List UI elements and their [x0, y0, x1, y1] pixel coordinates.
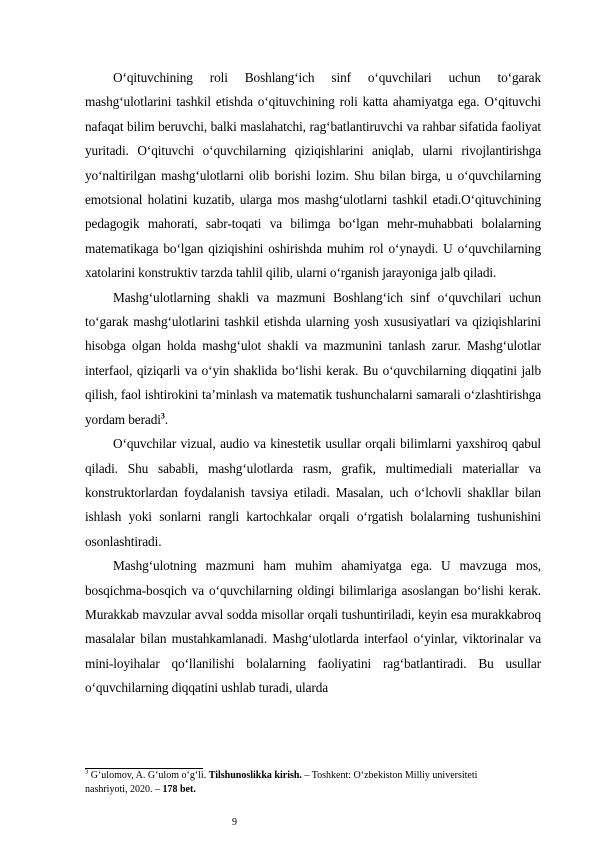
footnote-author: G‘ulomov, A. G‘ulom o‘g‘li.	[88, 770, 209, 781]
footnote-marker: 3	[85, 768, 89, 776]
footnote	[85, 769, 515, 796]
page-number: 9	[232, 817, 237, 828]
footnote-title: Tilshunoslikka kirish.	[208, 770, 302, 781]
paragraph-lesson-form	[85, 286, 541, 432]
paragraph-learning-styles: O‘quvchilar vizual, audio va kinestetik usullar orqali bilimlarni yaxshiroq qabul qiladi. Shu sababli, mashg‘ulotlarda rasm, grafik, multimediali materiallar va konstruktorlardan foydalanish tavsiya etiladi. Masalan, uch o‘lchovli shakllar bilan ishlash yoki sonlarni rangli kartochkalar orqali o‘rgatish bolalarning tushunishini osonlashtiradi.	[85, 436, 541, 549]
paragraph-lesson-form-text: Mashg‘ulotlarning shakli va mazmuni Boshlang‘ich sinf o‘quvchilari uchun to‘garak mashg‘ulotlarini tashkil etishda ularning yosh xususiyatlari va qiziqishlarini hisobga olgan holda mashg‘ulot shakli va mazmunini tanlash zarur. Mashg‘ulotlar interfaol, qiziqarli va o‘yin shaklida bo‘lishi kerak. Bu o‘quvchilarning diqqatini jalb qilish, faol ishtirokini ta’minlash va matematik tushunchalarni samarali o‘zlashtirishga yordam beradi	[85, 289, 541, 427]
footnote-reference[interactable]: 3	[160, 411, 165, 421]
paragraph-lesson-form-end: .	[164, 411, 169, 427]
body-text	[85, 66, 541, 701]
footnote-publisher: – Toshkent: O‘zbekiston Milliy universiteti nashriyoti, 2020. –	[85, 770, 478, 795]
paragraph-lesson-content: Mashg‘ulotning mazmuni ham muhim ahamiyatga ega. U mavzuga mos, bosqichma-bosqich va o‘quvchilarning oldingi bilimlariga asoslangan bo‘lishi kerak. Murakkab mavzular avval sodda misollar orqali tushuntiriladi, keyin esa murakkabroq masalalar bilan mustahkamlanadi. Mashg‘ulotlarda interfaol o‘yinlar, viktorinalar va mini-loyihalar qo‘llanilishi bolalarning faoliyatini rag‘batlantiradi. Bu usullar o‘quvchilarning diqqatini ushlab turadi, ularda	[85, 558, 541, 696]
paragraph-teacher-role: O‘qituvchining roli Boshlang‘ich sinf o‘quvchilari uchun to‘garak mashg‘ulotlarini tashkil etishda o‘qituvchining roli katta ahamiyatga ega. O‘qituvchi nafaqat bilim beruvchi, balki maslahatchi, rag‘batlantiruvchi va rahbar sifatida faoliyat yuritadi. O‘qituvchi o‘quvchilarning qiziqishlarini aniqlab, ularni rivojlantirishga yo‘naltirilgan mashg‘ulotlarni olib borishi lozim. Shu bilan birga, u o‘quvchilarning emotsional holatini kuzatib, ularga mos mashg‘ulotlarni tashkil etadi.O‘qituvchining pedagogik mahorati, sabr-toqati va bilimga bo‘lgan mehr-muhabbati bolalarning matematikaga bo‘lgan qiziqishini oshirishda muhim rol o‘ynaydi. U o‘quvchilarning xatolarini konstruktiv tarzda tahlil qilib, ularni o‘rganish jarayoniga jalb qiladi.	[85, 70, 541, 281]
footnote-pages: 178 bet.	[162, 783, 196, 795]
